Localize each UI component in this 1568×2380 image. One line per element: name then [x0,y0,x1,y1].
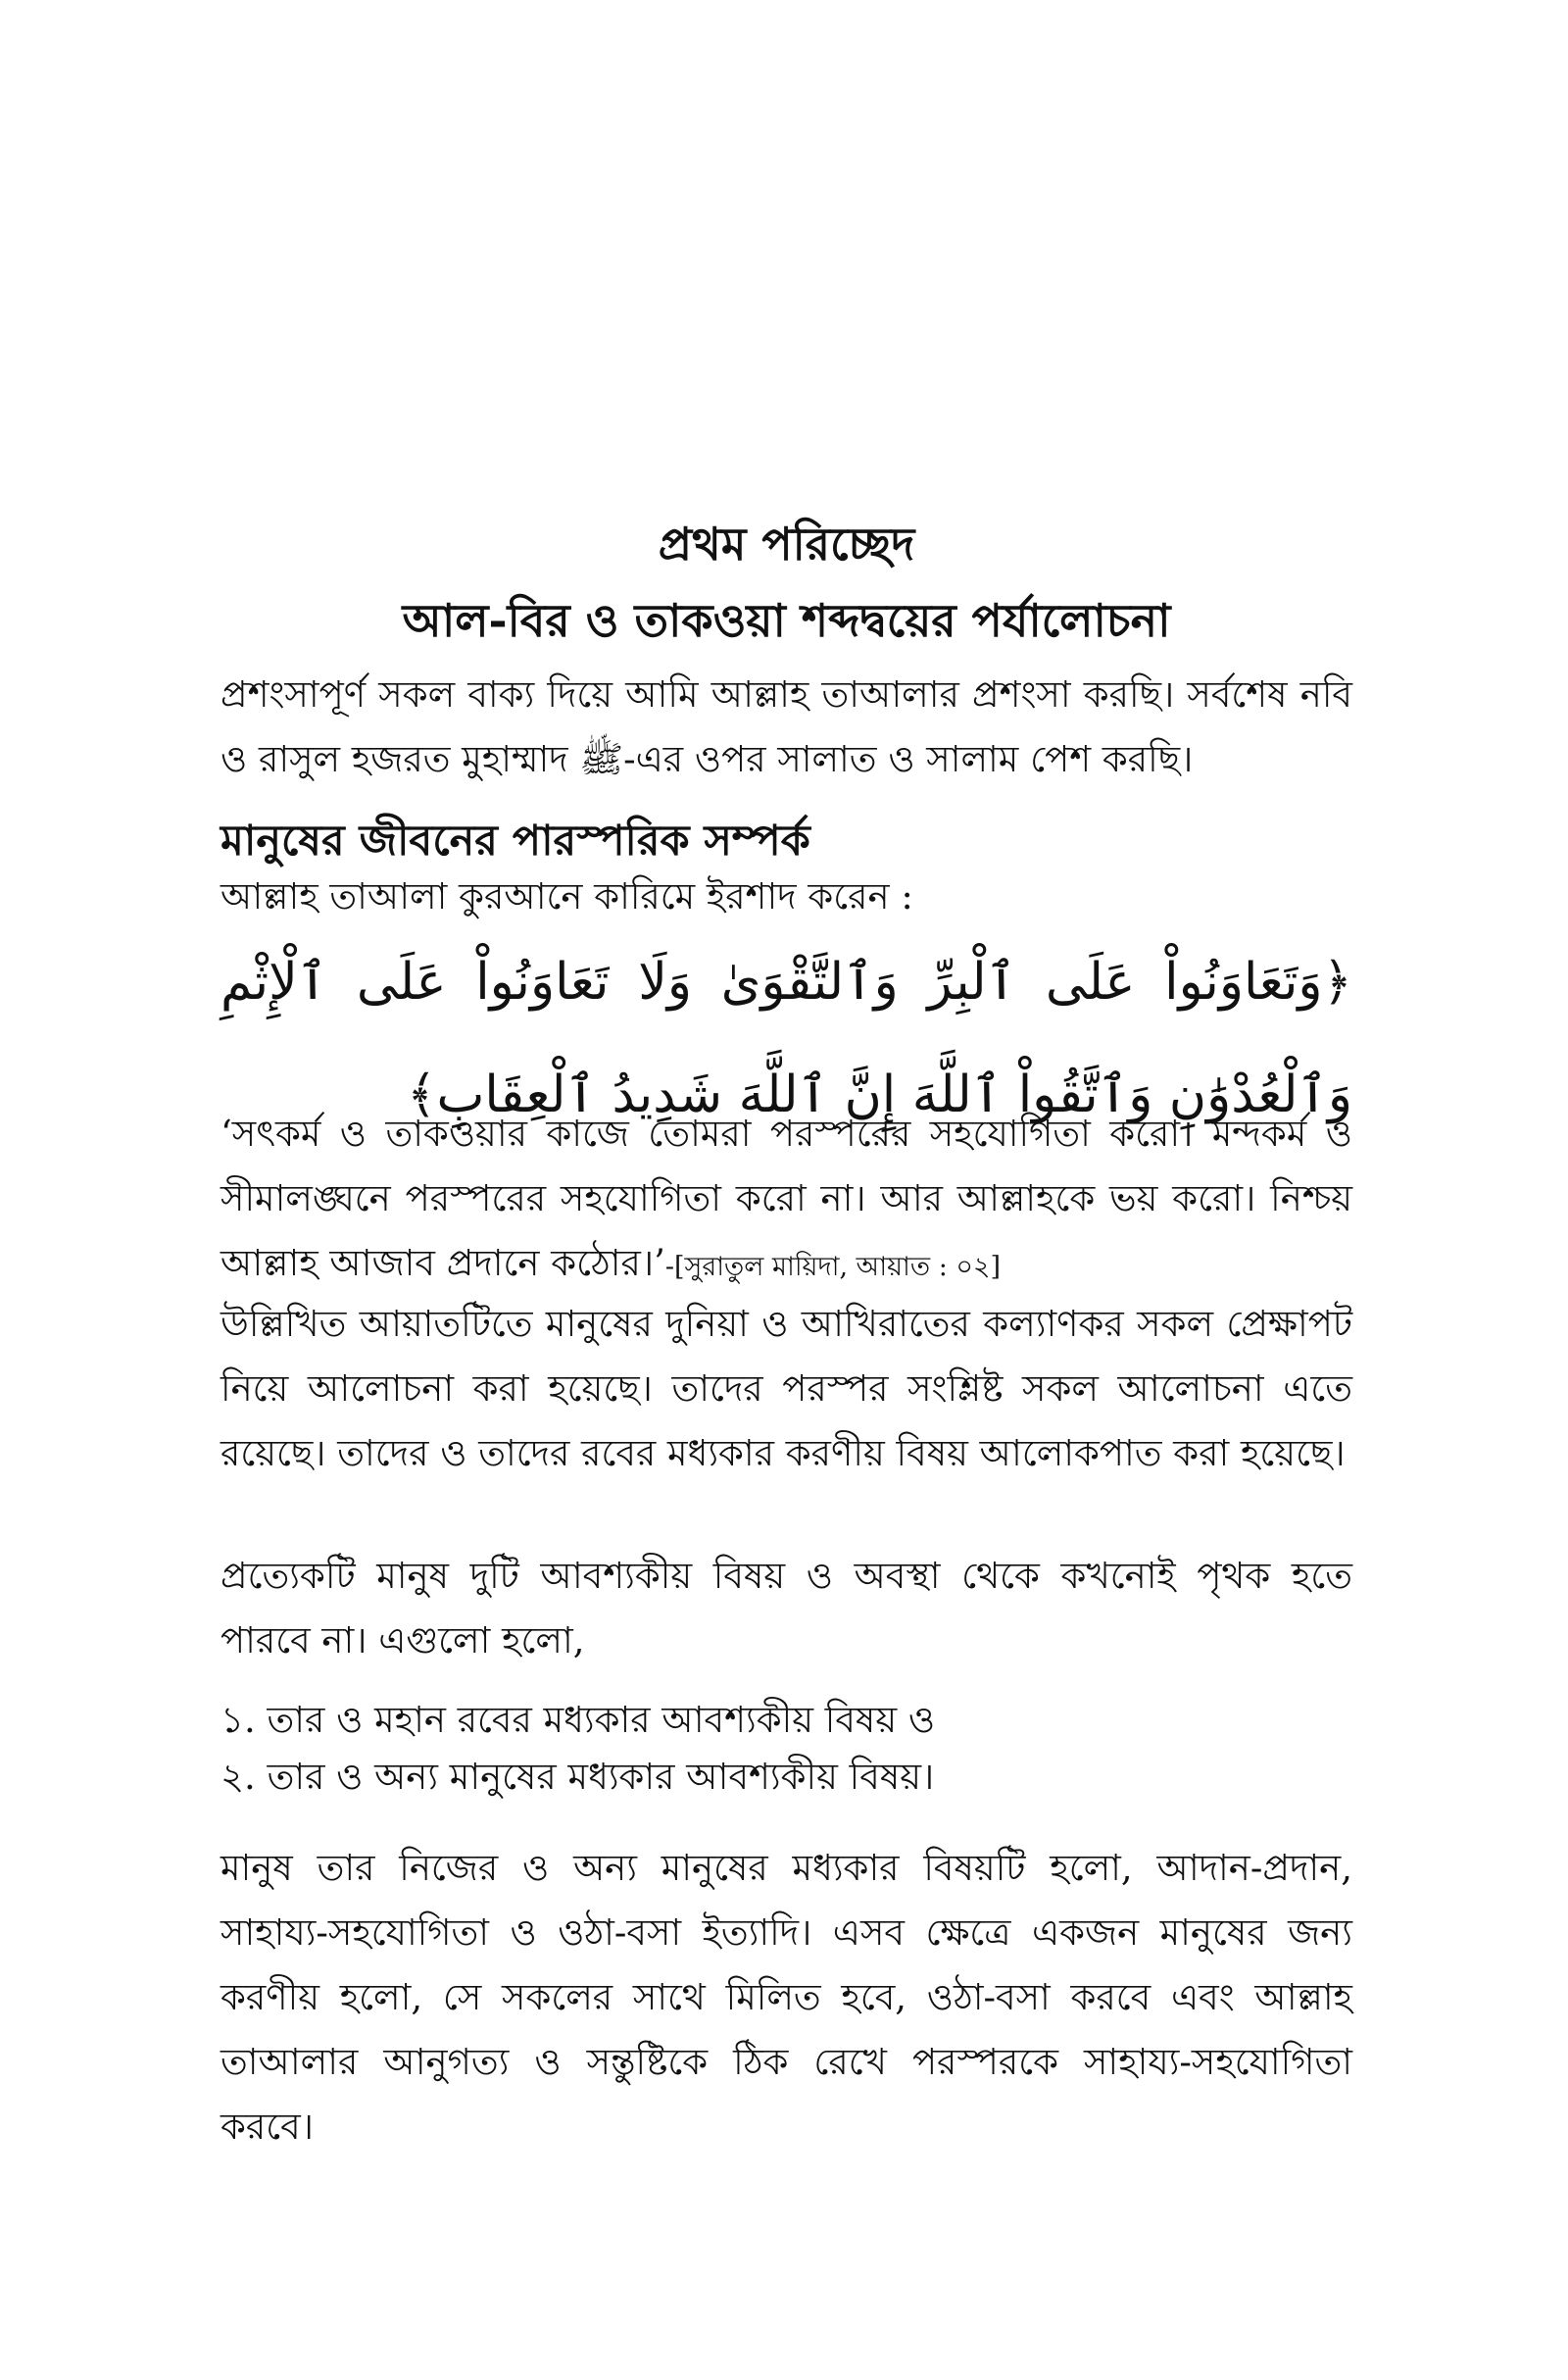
verse-citation: -[সুরাতুল মায়িদা, আয়াত : ০২] [664,1252,1002,1282]
subheading: মানুষের জীবনের পারস্পরিক সম্পর্ক [220,817,810,866]
verse-translation [220,1102,1352,1300]
translation-text: ‘সৎকর্ম ও তাকওয়ার কাজে তোমরা পরস্পরের সহযোগিতা করো। মন্দকর্ম ও সীমালঙ্ঘনে পরস্পরের সহযোগিতা করো না। আর আল্লাহকে ভয় করো। নিশ্চয় আল্লাহ আজাব প্রদানে কঠোর।’ [220,1113,1352,1284]
paragraph-3: প্রত্যেকটি মানুষ দুটি আবশ্যকীয় বিষয় ও অবস্থা থেকে কখনোই পৃথক হতে পারবে না। এগুলো হলো, [220,1555,1352,1661]
arabic-verse: ﴿وَتَعَاوَنُواْ عَلَى ٱلْبِرِّ وَٱلتَّقْوَىٰ وَلَا تَعَاوَنُواْ عَلَى ٱلْإِثْمِ وَٱلْعُدْوَٰنِ وَٱتَّقُواْ ٱللَّهَ إِنَّ ٱللَّهَ شَدِيدُ ٱلْعِقَابِ﴾ [220,953,1352,1124]
chapter-title: প্রথম পরিচ্ছেদ [658,518,915,570]
essentials-list [220,1692,1352,1806]
list-item: ২. তার ও অন্য মানুষের মধ্যকার আবশ্যকীয় বিষয়। [220,1756,935,1798]
paragraph-2: উল্লিখিত আয়াতটিতে মানুষের দুনিয়া ও আখিরাতের কল্যাণকর সকল প্রেক্ষাপট নিয়ে আলোচনা করা হয়েছে। তাদের পরস্পর সংশ্লিষ্ট সকল আলোচনা এতে রয়েছে। তাদের ও তাদের রবের মধ্যকার করণীয় বিষয় আলোকপাত করা হয়েছে। [220,1303,1352,1474]
paragraph-4: মানুষ তার নিজের ও অন্য মানুষের মধ্যকার বিষয়টি হলো, আদান-প্রদান, সাহায্য-সহযোগিতা ও ওঠা-বসা ইত্যাদি। এসব ক্ষেত্রে একজন মানুষের জন্য করণীয় হলো, সে সকলের সাথে মিলিত হবে, ওঠা-বসা করবে এবং আল্লাহ তাআলার আনুগত্য ও সন্তুষ্টিকে ঠিক রেখে পরস্পরকে সাহায্য-সহযোগিতা করবে। [220,1847,1352,2148]
intro-paragraph: প্রশংসাপূর্ণ সকল বাক্য দিয়ে আমি আল্লাহ তাআলার প্রশংসা করছি। সর্বশেষ নবি ও রাসুল হজরত মুহাম্মাদ ﷺ-এর ওপর সালাত ও সালাম পেশ করছি। [220,673,1352,780]
quran-intro: আল্লাহ তাআলা কুরআনে কারিমে ইরশাদ করেন : [220,875,913,917]
section-title: আল-বির ও তাকওয়া শব্দদ্বয়ের পর্যালোচনা [402,594,1171,647]
list-item: ১. তার ও মহান রবের মধ্যকার আবশ্যকীয় বিষয় ও [220,1699,936,1741]
